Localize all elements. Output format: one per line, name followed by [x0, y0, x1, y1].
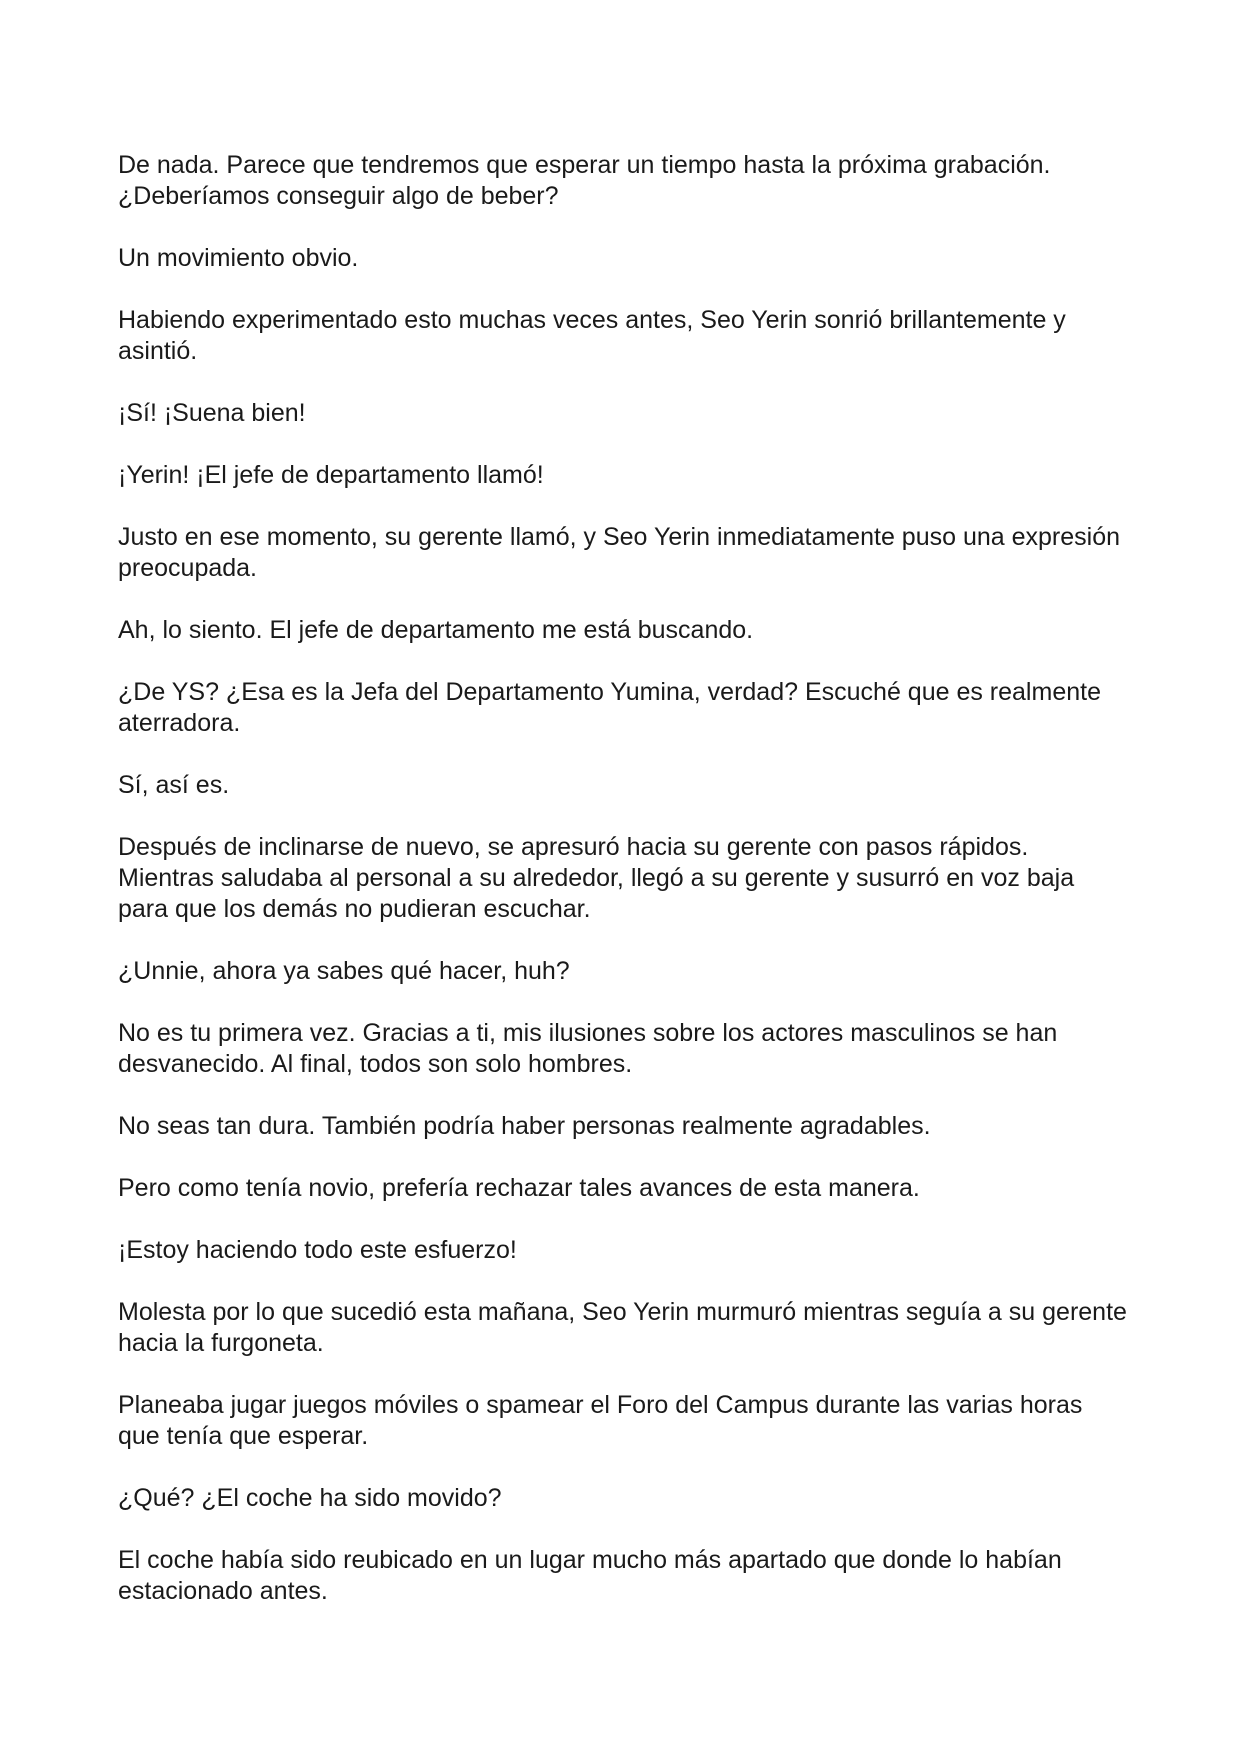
paragraph: ¡Estoy haciendo todo este esfuerzo!	[118, 1236, 517, 1264]
paragraph: Pero como tenía novio, prefería rechazar tales avances de esta manera.	[118, 1174, 920, 1202]
paragraph: No es tu primera vez. Gracias a ti, mis ilusiones sobre los actores masculinos se han desvanecido. Al final, todos son solo hombres.	[118, 1019, 1058, 1078]
paragraph: ¡Sí! ¡Suena bien!	[118, 399, 306, 427]
paragraph: Habiendo experimentado esto muchas veces antes, Seo Yerin sonrió brillantemente y asintió.	[118, 306, 1066, 365]
paragraph: De nada. Parece que tendremos que esperar un tiempo hasta la próxima grabación. ¿Deberíamos conseguir algo de beber?	[118, 151, 1051, 210]
paragraph: ¿Unnie, ahora ya sabes qué hacer, huh?	[118, 957, 570, 985]
paragraph: No seas tan dura. También podría haber personas realmente agradables.	[118, 1112, 931, 1140]
paragraph: ¿Qué? ¿El coche ha sido movido?	[118, 1484, 502, 1512]
paragraph: ¡Yerin! ¡El jefe de departamento llamó!	[118, 461, 544, 489]
paragraph: Planeaba jugar juegos móviles o spamear el Foro del Campus durante las varias horas que tenía que esperar.	[118, 1391, 1083, 1450]
paragraph: Un movimiento obvio.	[118, 244, 359, 272]
paragraph: Sí, así es.	[118, 771, 230, 799]
paragraph: Justo en ese momento, su gerente llamó, y Seo Yerin inmediatamente puso una expresión preocupada.	[118, 523, 1121, 582]
paragraph: El coche había sido reubicado en un lugar mucho más apartado que donde lo habían estacionado antes.	[118, 1546, 1062, 1605]
paragraph: ¿De YS? ¿Esa es la Jefa del Departamento Yumina, verdad? Escuché que es realmente aterradora.	[118, 678, 1101, 737]
paragraph: Molesta por lo que sucedió esta mañana, Seo Yerin murmuró mientras seguía a su gerente hacia la furgoneta.	[118, 1298, 1127, 1357]
paragraph: Ah, lo siento. El jefe de departamento me está buscando.	[118, 616, 754, 644]
document-body	[118, 150, 1128, 1607]
paragraph: Después de inclinarse de nuevo, se apresuró hacia su gerente con pasos rápidos. Mientras saludaba al personal a su alrededor, llegó a su gerente y susurró en voz baja para que los demás no pudieran escuchar.	[118, 833, 1075, 923]
